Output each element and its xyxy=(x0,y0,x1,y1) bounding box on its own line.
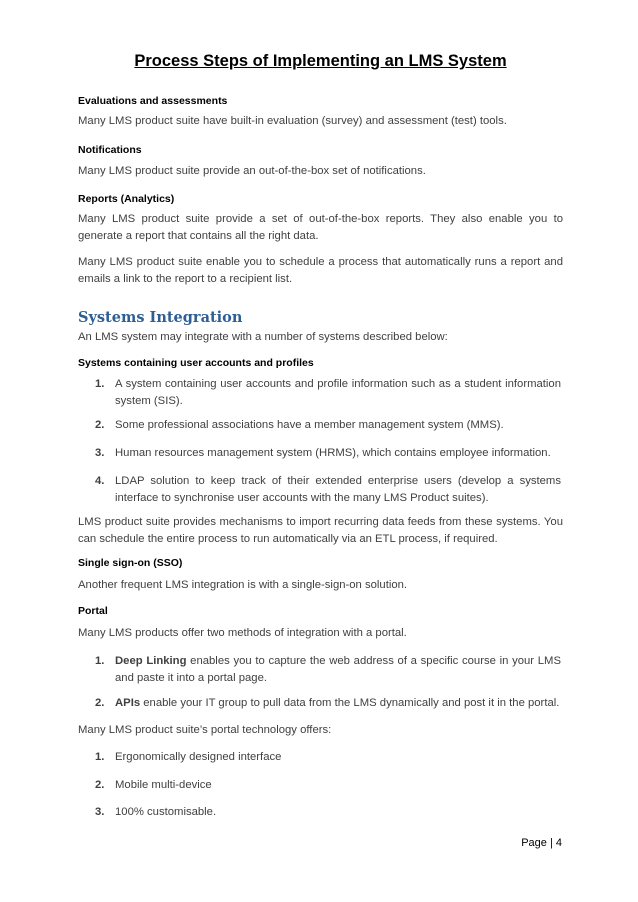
systems-integration-after: LMS product suite provides mechanisms to import recurring data feeds from these systems. You can schedule the entire process to run automatically via an ETL process, if required. xyxy=(78,516,563,545)
list-text xyxy=(115,653,561,687)
list-text: A system containing user accounts and profile information such as a student information system (SIS). xyxy=(115,378,561,407)
list-number: 1. xyxy=(95,751,105,763)
systems-integration-heading: Systems Integration xyxy=(78,309,243,326)
list-number: 3. xyxy=(95,447,105,459)
portal-text: Many LMS products offer two methods of integration with a portal. xyxy=(78,627,407,639)
reports-heading: Reports (Analytics) xyxy=(78,193,175,205)
list-text: 100% customisable. xyxy=(115,806,217,818)
reports-text-1: Many LMS product suite provide a set of out-of-the-box reports. They also enable you to generate a report that contains all the right data. xyxy=(78,213,563,242)
list-number: 1. xyxy=(95,378,105,390)
portal-offers-intro: Many LMS product suite’s portal technology offers: xyxy=(78,724,332,736)
list-text: LDAP solution to keep track of their extended enterprise users (develop a systems interface to synchronise user accounts with the many LMS Product suites). xyxy=(115,475,561,504)
list-text: Mobile multi-device xyxy=(115,779,212,791)
evaluations-text: Many LMS product suite have built-in evaluation (survey) and assessment (test) tools. xyxy=(78,115,507,127)
list-desc: enable your IT group to pull data from the LMS dynamically and post it in the portal. xyxy=(140,697,560,709)
list-number: 3. xyxy=(95,806,105,818)
list-desc: enables you to capture the web address of a specific course in your LMS and paste it into a portal page. xyxy=(115,655,561,684)
sso-text: Another frequent LMS integration is with a single-sign-on solution. xyxy=(78,579,408,591)
list-text: Some professional associations have a member management system (MMS). xyxy=(115,419,504,431)
reports-text-2: Many LMS product suite enable you to schedule a process that automatically runs a report and emails a link to the report to a recipient list. xyxy=(78,256,563,285)
list-text: Ergonomically designed interface xyxy=(115,751,282,763)
notifications-text: Many LMS product suite provide an out-of-the-box set of notifications. xyxy=(78,165,426,177)
list-number: 2. xyxy=(95,697,105,709)
list-bold-term: APIs xyxy=(115,697,141,709)
list-bold-term: Deep Linking xyxy=(115,655,187,667)
list-number: 2. xyxy=(95,779,105,791)
list-number: 2. xyxy=(95,419,105,431)
evaluations-heading: Evaluations and assessments xyxy=(78,95,228,107)
systems-accounts-heading: Systems containing user accounts and profiles xyxy=(78,357,314,369)
list-text xyxy=(115,695,561,712)
page-title: Process Steps of Implementing an LMS System xyxy=(134,52,507,70)
sso-heading: Single sign-on (SSO) xyxy=(78,557,183,569)
page-number-footer: Page | 4 xyxy=(521,837,562,849)
list-number: 1. xyxy=(95,655,105,667)
list-text: Human resources management system (HRMS), which contains employee information. xyxy=(115,447,551,459)
list-number: 4. xyxy=(95,475,105,487)
portal-heading: Portal xyxy=(78,605,108,617)
systems-integration-intro: An LMS system may integrate with a number of systems described below: xyxy=(78,331,448,343)
notifications-heading: Notifications xyxy=(78,144,142,156)
